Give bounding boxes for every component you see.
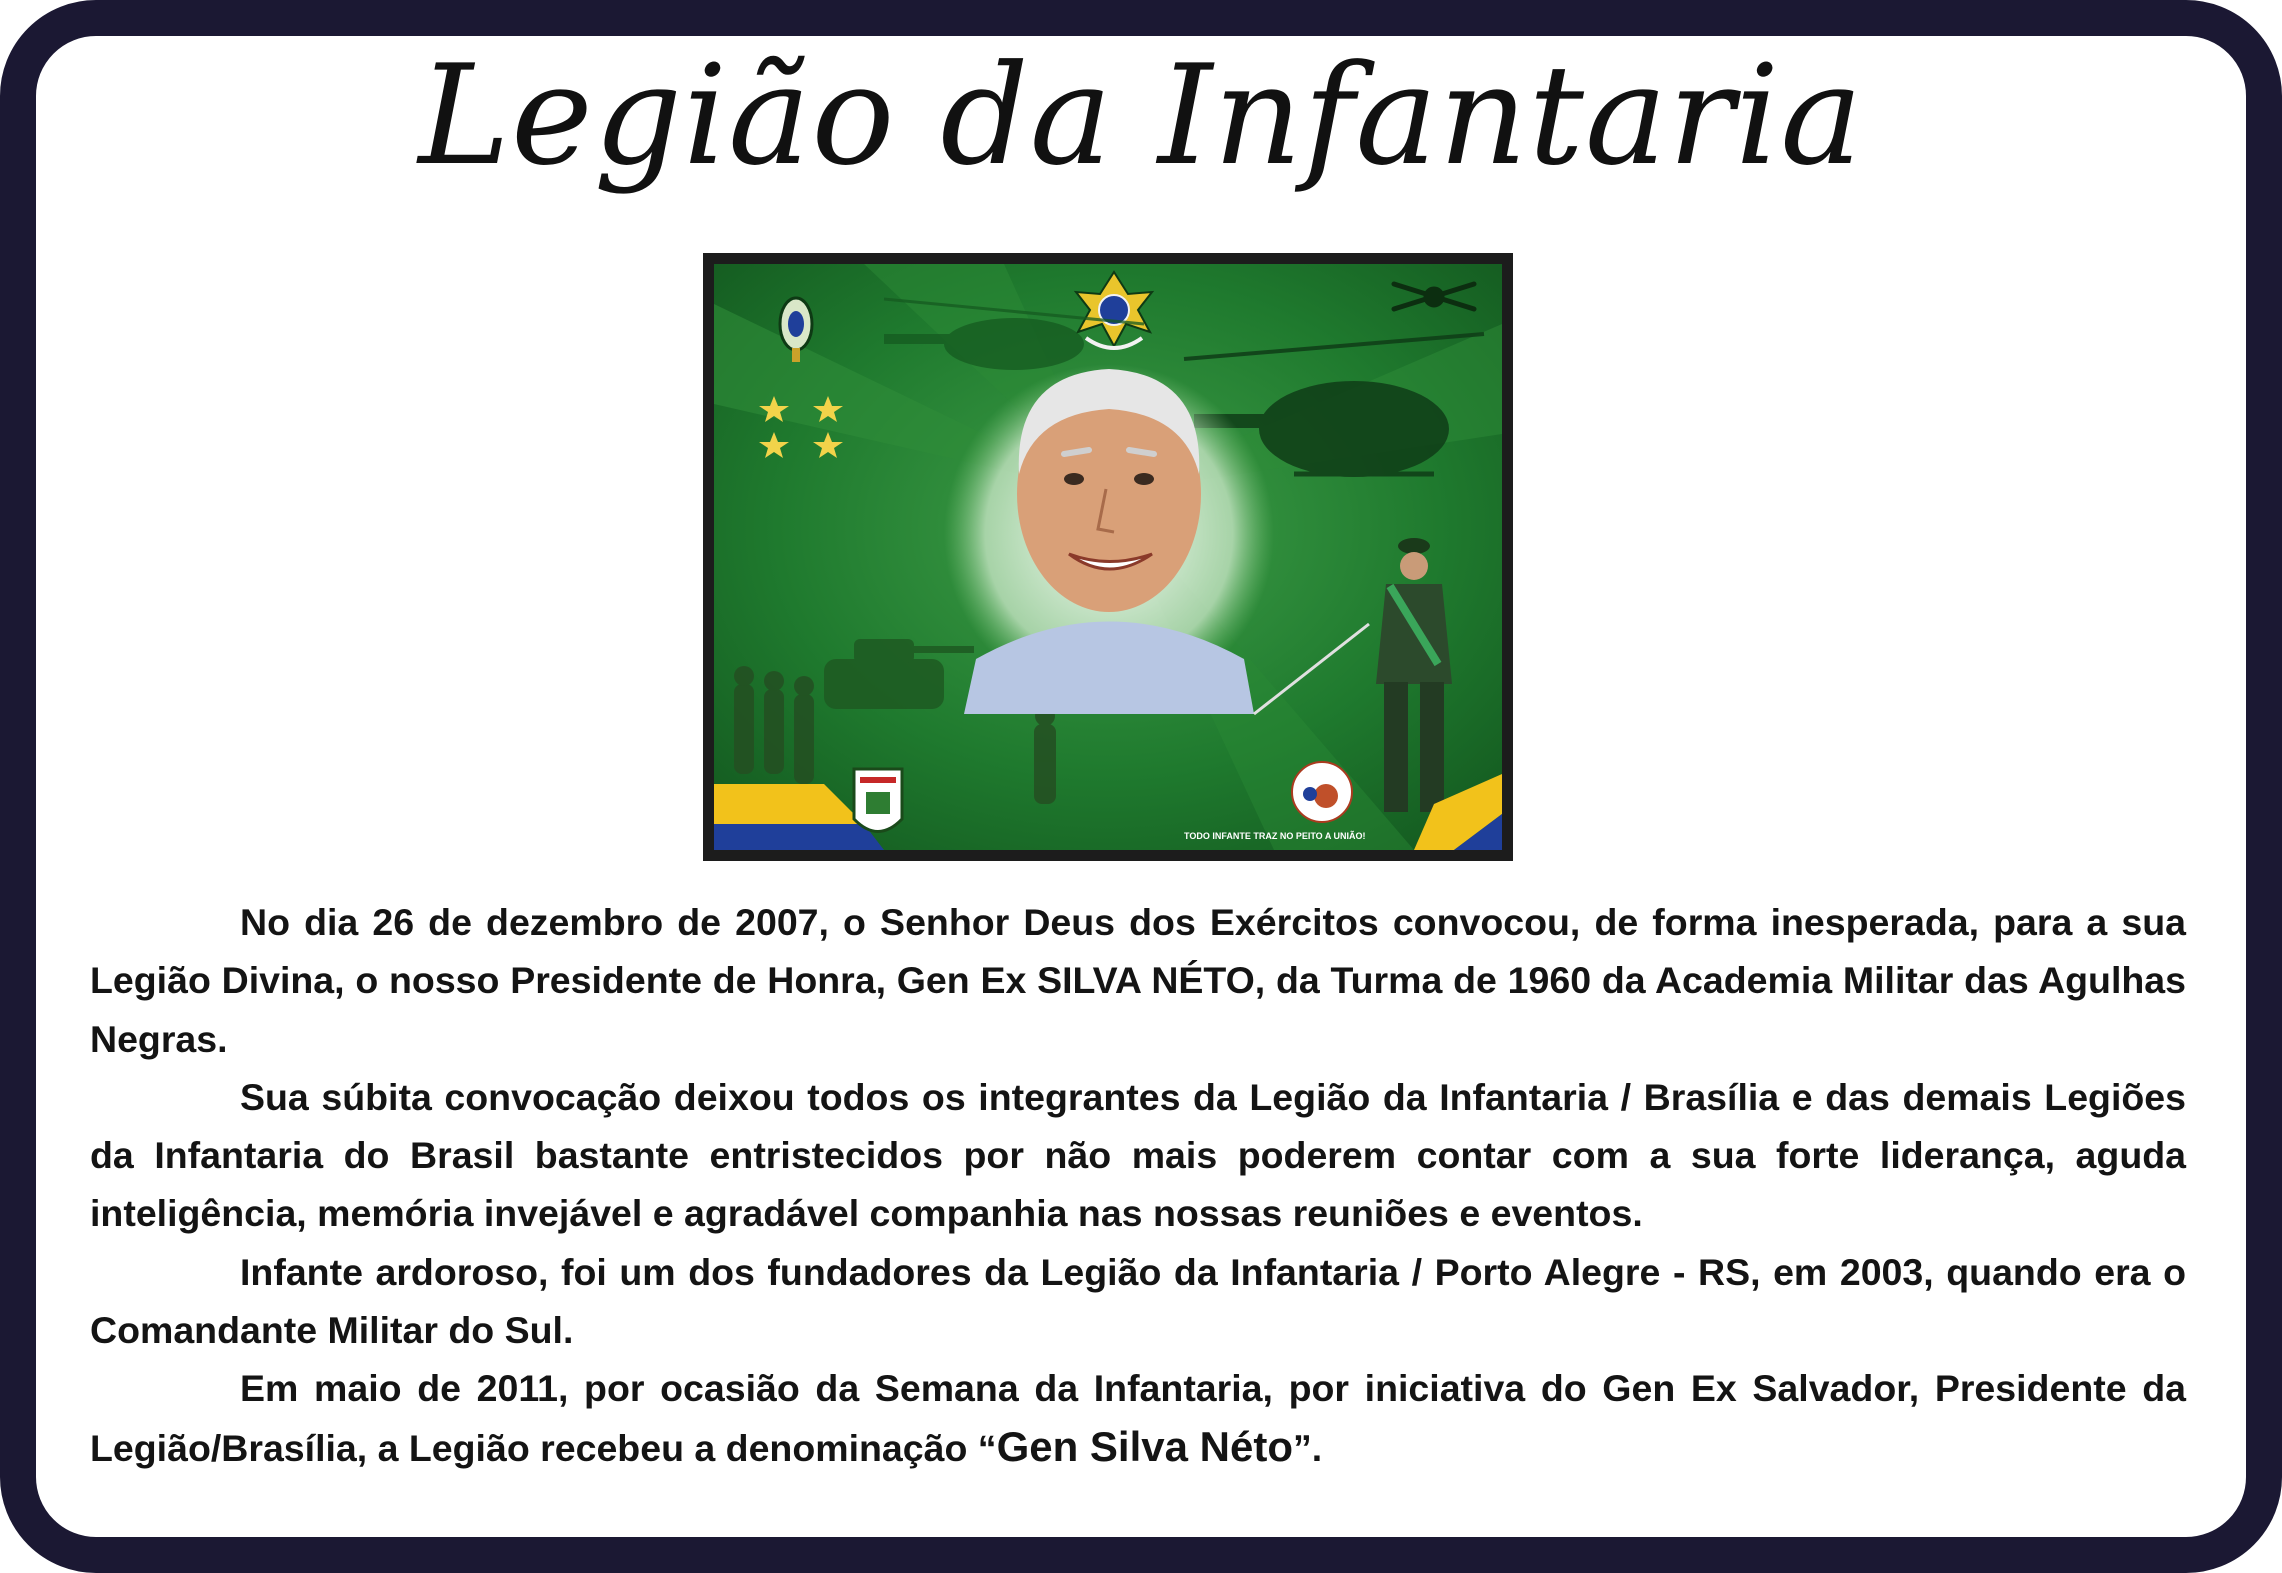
legion-badge-icon — [1292, 762, 1352, 822]
memorial-poster — [703, 253, 1513, 861]
unit-shield-icon — [854, 769, 902, 832]
paragraph-4 — [90, 1359, 2186, 1477]
page-title: Legião da Infantaria — [418, 35, 1864, 196]
paragraph-3: Infante ardoroso, foi um dos fundadores da Legião da Infantaria / Porto Alegre - RS, em 2003, quando era o Comandante Militar do Sul. — [90, 1250, 2186, 1352]
paragraph-4-closing: ”. — [1292, 1426, 1323, 1469]
poster-art — [714, 264, 1502, 850]
paragraph-4-text: Em maio de 2011, por ocasião da Semana da Infantaria, por iniciativa do Gen Ex Salvador, Presidente da Legião/Brasília, a Legião recebeu a denominação “ — [90, 1367, 2186, 1469]
memorial-text — [90, 893, 2186, 1477]
poster-tagline: TODO INFANTE TRAZ NO PEITO A UNIÃO! — [1184, 831, 1366, 841]
paragraph-1: No dia 26 de dezembro de 2007, o Senhor Deus dos Exércitos convocou, de forma inesperada, para a sua Legião Divina, o nosso Presidente de Honra, Gen Ex SILVA NÉTO, da Turma de 1960 da Academia Militar das Agulhas Negras. — [90, 901, 2186, 1060]
paragraph-2: Sua súbita convocação deixou todos os integrantes da Legião da Infantaria / Brasília e das demais Legiões da Infantaria do Brasil bastante entristecidos por não mais poderem contar com a sua forte liderança, aguda inteligência, memória invejável e agradável companhia nas nossas reuniões e eventos. — [90, 1075, 2186, 1235]
honoree-name: Gen Silva Néto — [996, 1422, 1293, 1470]
